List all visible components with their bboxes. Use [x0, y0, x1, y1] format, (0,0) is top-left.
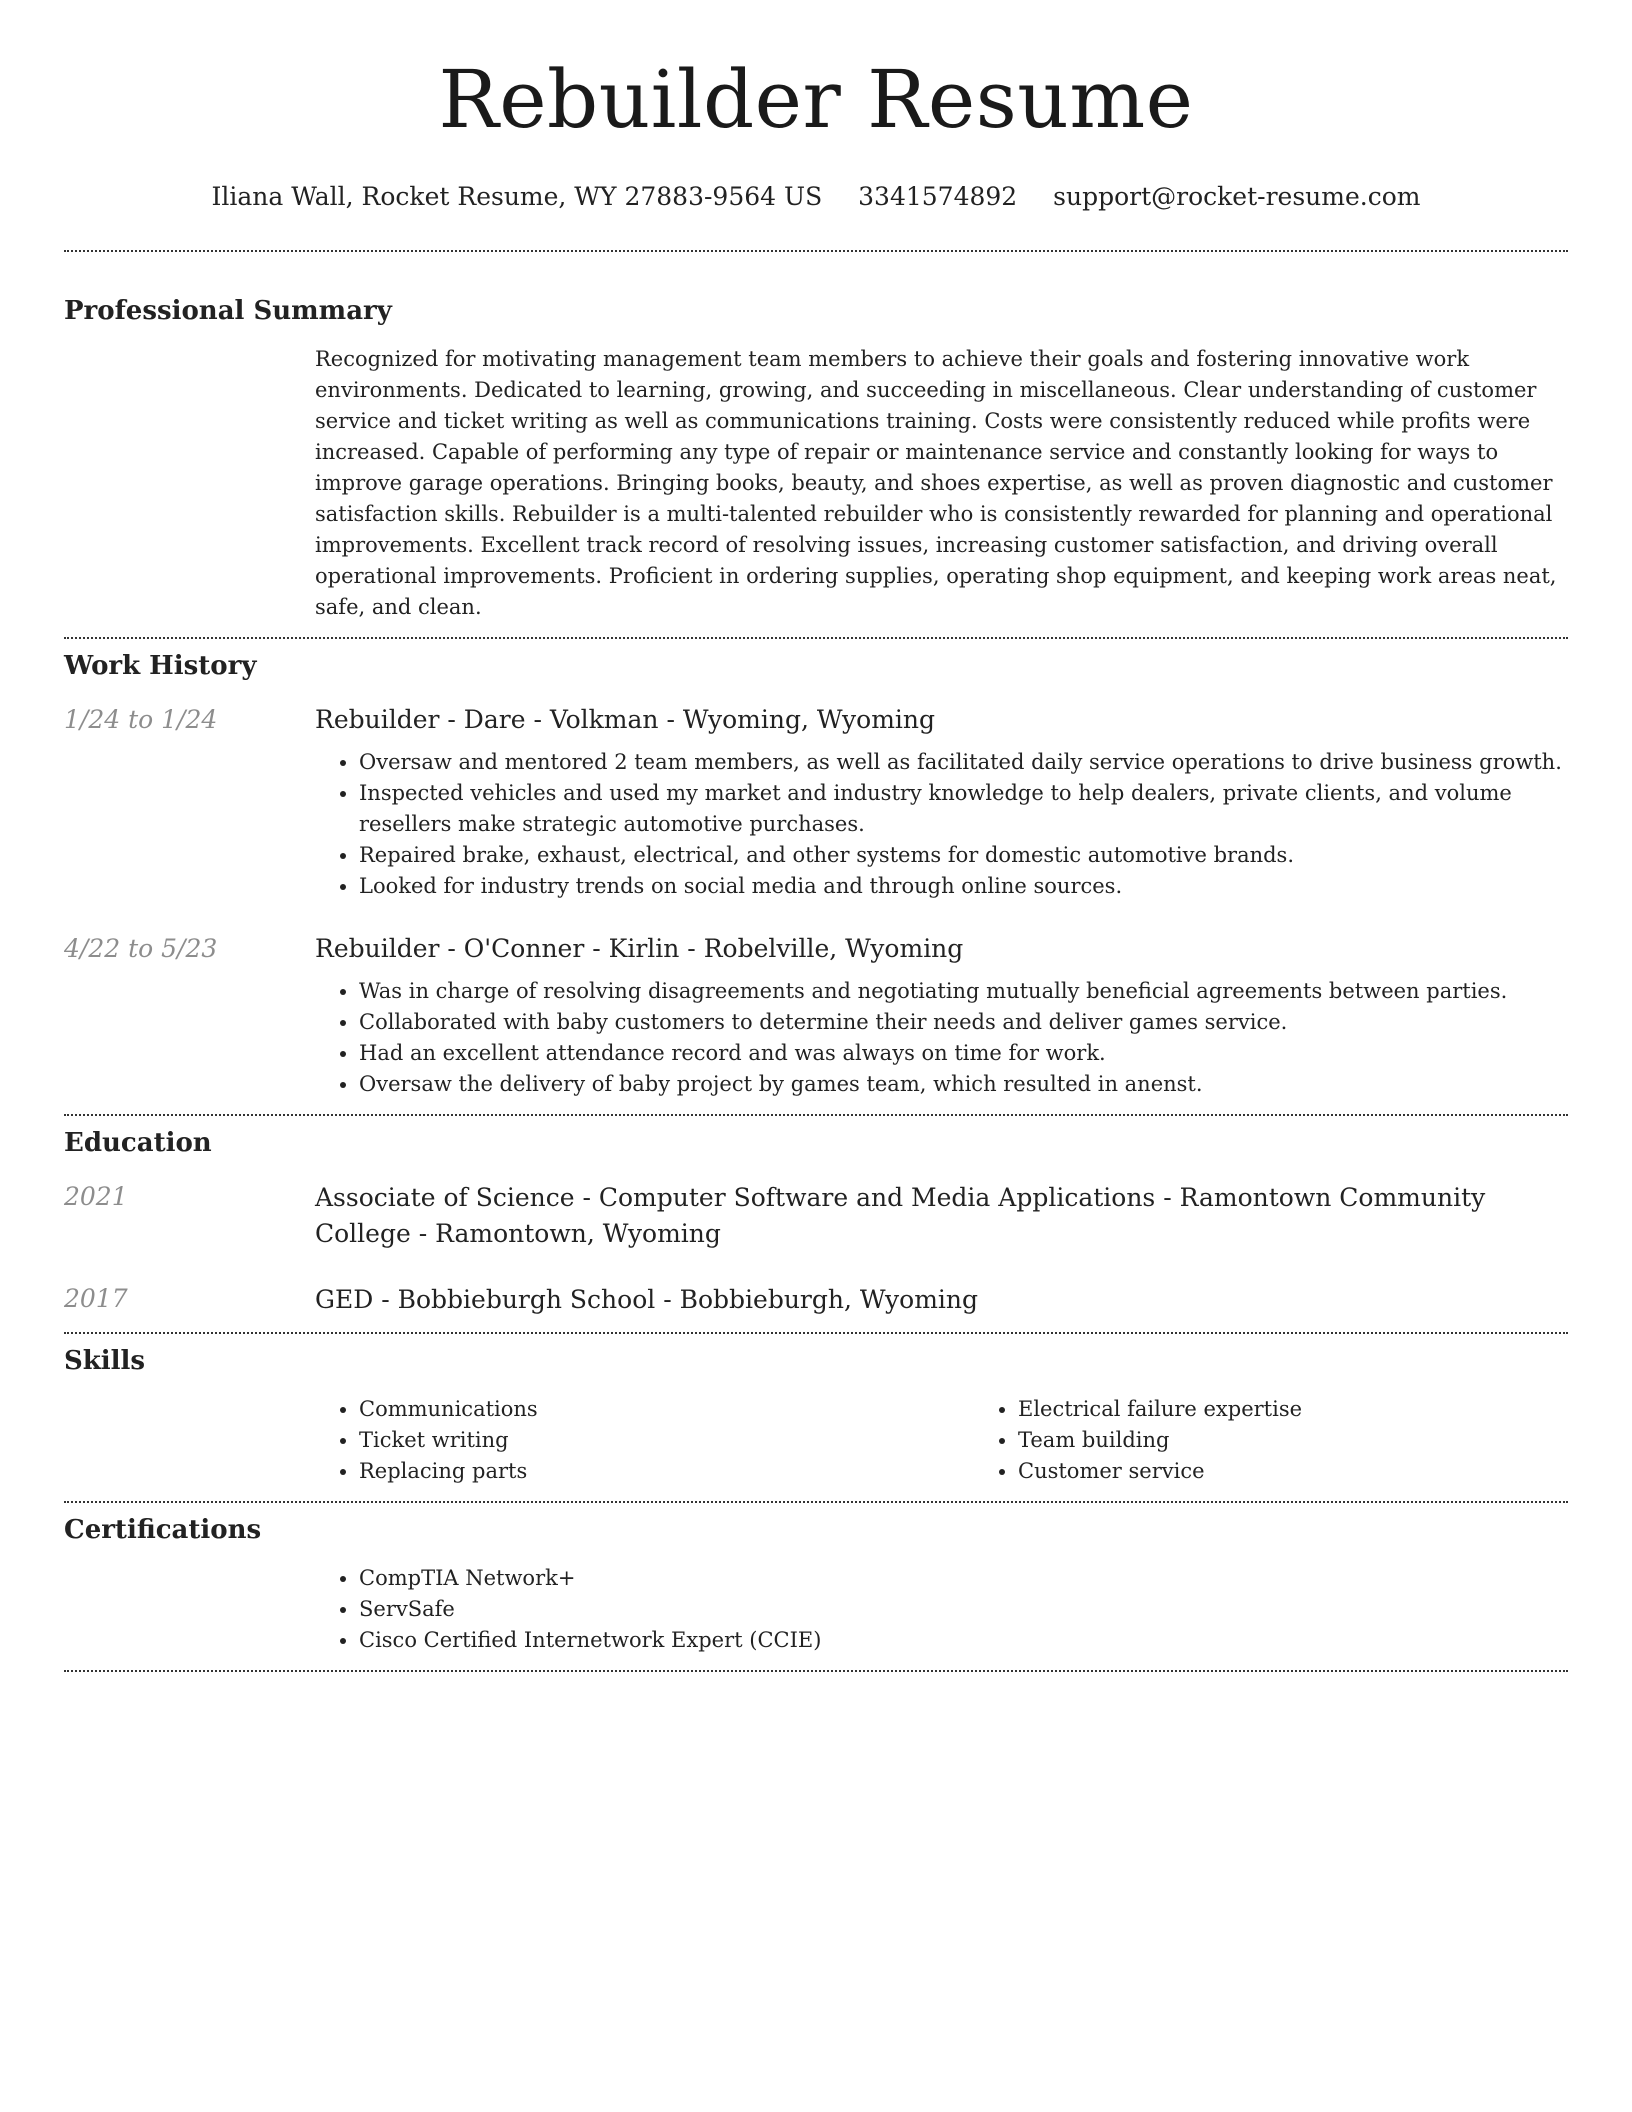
- work-history-heading: Work History: [64, 651, 257, 681]
- contact-line: [0, 180, 1632, 214]
- resume-title: Rebuilder Resume: [438, 53, 1194, 146]
- education-detail: [315, 1282, 1568, 1318]
- job-header-row: [64, 932, 1568, 966]
- list-item: • Communications: [359, 1394, 974, 1425]
- job-entry: [64, 902, 1568, 1114]
- list-item: • Customer service: [1018, 1456, 1632, 1487]
- list-item: • ServSafe: [359, 1594, 1568, 1625]
- job-dates: 1/24 to 1/24: [64, 705, 218, 734]
- education-section: [64, 1116, 1568, 1332]
- education-degree: Associate of Science - Computer Software and Media Applications: [315, 1183, 1156, 1212]
- job-heading: Rebuilder - O'Conner - Kirlin - Robelville, Wyoming: [315, 934, 964, 963]
- summary-spacer: [64, 328, 315, 637]
- resume-header: [0, 0, 1632, 214]
- list-item: • Looked for industry trends on social media and through online sources.: [359, 871, 1568, 902]
- job-entry: [64, 683, 1568, 902]
- list-item: • Had an excellent attendance record and was always on time for work.: [359, 1038, 1568, 1069]
- list-item: • Repaired brake, exhaust, electrical, and other systems for domestic automotive brands.: [359, 840, 1568, 871]
- skills-spacer: [64, 1378, 315, 1501]
- education-entry: [64, 1252, 1568, 1318]
- job-bullets-wrap: [315, 737, 1568, 902]
- summary-section: [64, 252, 1568, 637]
- list-item: • Collaborated with baby customers to determine their needs and deliver games service.: [359, 1007, 1568, 1038]
- skills-columns: [315, 1378, 1632, 1501]
- summary-heading: Professional Summary: [64, 296, 392, 326]
- job-bullets-row: [64, 966, 1568, 1114]
- contact-email: support@rocket-resume.com: [1053, 182, 1421, 211]
- job-spacer: [64, 966, 315, 1114]
- skills-list-right: [974, 1394, 1632, 1487]
- list-item: • Was in charge of resolving disagreements and negotiating mutually beneficial agreements between parties.: [359, 976, 1568, 1007]
- education-year: 2021: [64, 1182, 128, 1211]
- list-item: • Replacing parts: [359, 1456, 974, 1487]
- education-school: - Ramontown Community College - Ramontown, Wyoming: [315, 1183, 1486, 1248]
- skills-row: [64, 1378, 1568, 1501]
- job-spacer: [64, 737, 315, 902]
- list-item: • Cisco Certified Internetwork Expert (CCIE): [359, 1625, 1568, 1656]
- job-bullets: [315, 747, 1568, 902]
- section-divider: [64, 1670, 1568, 1672]
- list-item: • Electrical failure expertise: [1018, 1394, 1632, 1425]
- certifications-row: [64, 1547, 1568, 1670]
- list-item: • Team building: [1018, 1425, 1632, 1456]
- list-item: • Oversaw and mentored 2 team members, as well as facilitated daily service operations to drive business growth.: [359, 747, 1568, 778]
- education-school: - Bobbieburgh School - Bobbieburgh, Wyoming: [373, 1285, 979, 1314]
- education-degree: GED: [315, 1285, 374, 1314]
- education-detail: [315, 1180, 1568, 1252]
- skills-section: [64, 1334, 1568, 1501]
- list-item: • Oversaw the delivery of baby project by games team, which resulted in anenst.: [359, 1069, 1568, 1100]
- certifications-spacer: [64, 1547, 315, 1670]
- list-item: • CompTIA Network+: [359, 1563, 1568, 1594]
- certifications-body: [315, 1547, 1568, 1670]
- education-heading: Education: [64, 1128, 212, 1158]
- list-item: • Ticket writing: [359, 1425, 974, 1456]
- certifications-list: [315, 1563, 1568, 1656]
- job-bullets-wrap: [315, 966, 1568, 1114]
- education-year: 2017: [64, 1284, 128, 1313]
- certifications-heading: Certifications: [64, 1515, 262, 1545]
- work-history-section: [64, 639, 1568, 1114]
- education-entry: [64, 1160, 1568, 1252]
- skills-heading: Skills: [64, 1346, 146, 1376]
- summary-text: Recognized for motivating management team members to achieve their goals and fostering innovative work environments. Dedicated to learning, growing, and succeeding in miscellaneous. Clear understanding of customer service and ticket writing as well as communications training. Costs were consistently reduced while profits were increased. Capable of performing any type of repair or maintenance service and constantly looking for ways to improve garage operations. Bringing books, beauty, and shoes expertise, as well as proven diagnostic and customer satisfaction skills. Rebuilder is a multi-talented rebuilder who is consistently rewarded for planning and operational improvements. Excellent track record of resolving issues, increasing customer satisfaction, and driving overall operational improvements. Proficient in ordering supplies, operating shop equipment, and keeping work areas neat, safe, and clean.: [315, 347, 1557, 619]
- contact-address: Iliana Wall, Rocket Resume, WY 27883-9564 US: [211, 182, 823, 211]
- job-bullets: [315, 976, 1568, 1114]
- certifications-section: [64, 1503, 1568, 1670]
- skills-list-left: [315, 1394, 974, 1487]
- job-dates: 4/22 to 5/23: [64, 934, 218, 963]
- job-header-row: [64, 703, 1568, 737]
- job-bullets-row: [64, 737, 1568, 902]
- list-item: • Inspected vehicles and used my market and industry knowledge to help dealers, private clients, and volume resellers make strategic automotive purchases.: [359, 778, 1568, 840]
- job-heading: Rebuilder - Dare - Volkman - Wyoming, Wyoming: [315, 705, 935, 734]
- contact-phone: 3341574892: [858, 182, 1018, 211]
- summary-body: [315, 328, 1568, 637]
- summary-row: [64, 328, 1568, 637]
